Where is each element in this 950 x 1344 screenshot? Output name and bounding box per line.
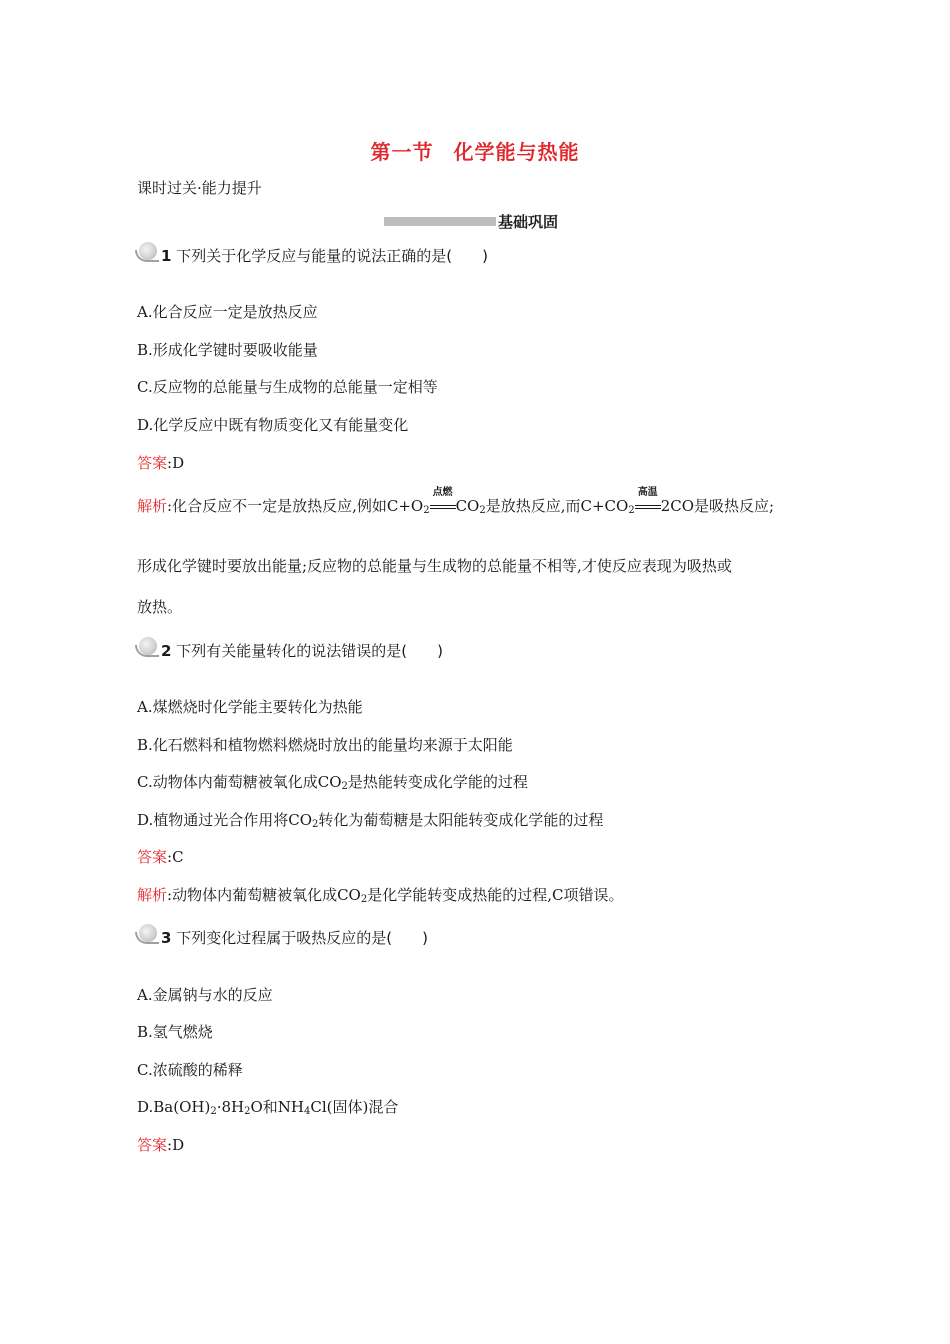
reaction-condition: 高温	[637, 487, 658, 498]
q1-analysis-line-2: 形成化学键时要放出能量;反应物的总能量与生成物的总能量不相等,才使反应表现为吸热或	[137, 557, 732, 575]
reaction-condition: 点燃	[432, 487, 453, 498]
q3-option-c: C.浓硫酸的稀释	[137, 1061, 243, 1079]
q2-option-b: B.化石燃料和植物燃料燃烧时放出的能量均来源于太阳能	[137, 736, 513, 754]
title-topic: 化学能与热能	[453, 140, 580, 164]
answer-value: :C	[167, 848, 184, 866]
q3-option-d: $D.Ba(OH)_2\cdot 8H_2O$和$NH_4Cl$(固体)混合	[137, 1098, 399, 1117]
question-number: 2	[161, 642, 172, 660]
answer-label: 答案	[137, 1136, 168, 1154]
answer-label: 答案	[137, 454, 168, 472]
section-bar	[384, 217, 496, 226]
reaction-arrow-high-temp	[635, 487, 661, 516]
question-2-stem	[161, 641, 443, 661]
subtitle: 课时过关·能力提升	[137, 179, 262, 197]
reaction-arrow-ignite	[430, 487, 456, 516]
q1-option-d: D.化学反应中既有物质变化又有能量变化	[137, 416, 409, 434]
question-3-stem	[161, 928, 428, 948]
q2-option-d: D.植物通过光合作用将$CO_2$转化为葡萄糖是太阳能转变成化学能的过程	[137, 811, 604, 830]
question-icon	[139, 242, 157, 260]
question-number: 1	[161, 247, 172, 265]
answer-value: :D	[167, 1136, 185, 1154]
q3-answer	[137, 1135, 184, 1155]
question-icon	[139, 637, 157, 655]
analysis-label: 解析	[137, 497, 168, 515]
title-section-number: 第一节	[370, 140, 434, 164]
q2-option-a: A.煤燃烧时化学能主要转化为热能	[137, 698, 363, 716]
q1-option-c: C.反应物的总能量与生成物的总能量一定相等	[137, 378, 438, 396]
q1-answer	[137, 453, 184, 473]
question-text: 下列变化过程属于吸热反应的是( )	[176, 929, 428, 947]
answer-label: 答案	[137, 848, 168, 866]
q2-answer	[137, 847, 184, 867]
question-text: 下列有关能量转化的说法错误的是( )	[176, 642, 443, 660]
analysis-label: 解析	[137, 886, 168, 904]
q1-analysis-line-3: 放热。	[137, 598, 183, 616]
question-icon	[139, 924, 157, 942]
q2-option-c: C.动物体内葡萄糖被氧化成$CO_2$是热能转变成化学能的过程	[137, 773, 528, 792]
q1-analysis-line-1: 解析:化合反应不一定是放热反应,例如$C+O_2$ 点燃 $CO_2$是放热反应,而$C+CO_2$ 高温 2CO是吸热反应;	[137, 487, 775, 516]
page-title	[0, 139, 950, 165]
q2-analysis: 解析:动物体内葡萄糖被氧化成$CO_2$是化学能转变成热能的过程,C项错误。	[137, 886, 624, 905]
q3-option-b: B.氢气燃烧	[137, 1023, 213, 1041]
answer-value: :D	[167, 454, 185, 472]
section-label: 基础巩固	[498, 213, 559, 231]
q1-option-a: A.化合反应一定是放热反应	[137, 303, 318, 321]
question-number: 3	[161, 929, 172, 947]
q3-option-a: A.金属钠与水的反应	[137, 986, 273, 1004]
question-text: 下列关于化学反应与能量的说法正确的是( )	[176, 247, 488, 265]
q1-option-b: B.形成化学键时要吸收能量	[137, 341, 318, 359]
question-1-stem	[161, 246, 488, 266]
